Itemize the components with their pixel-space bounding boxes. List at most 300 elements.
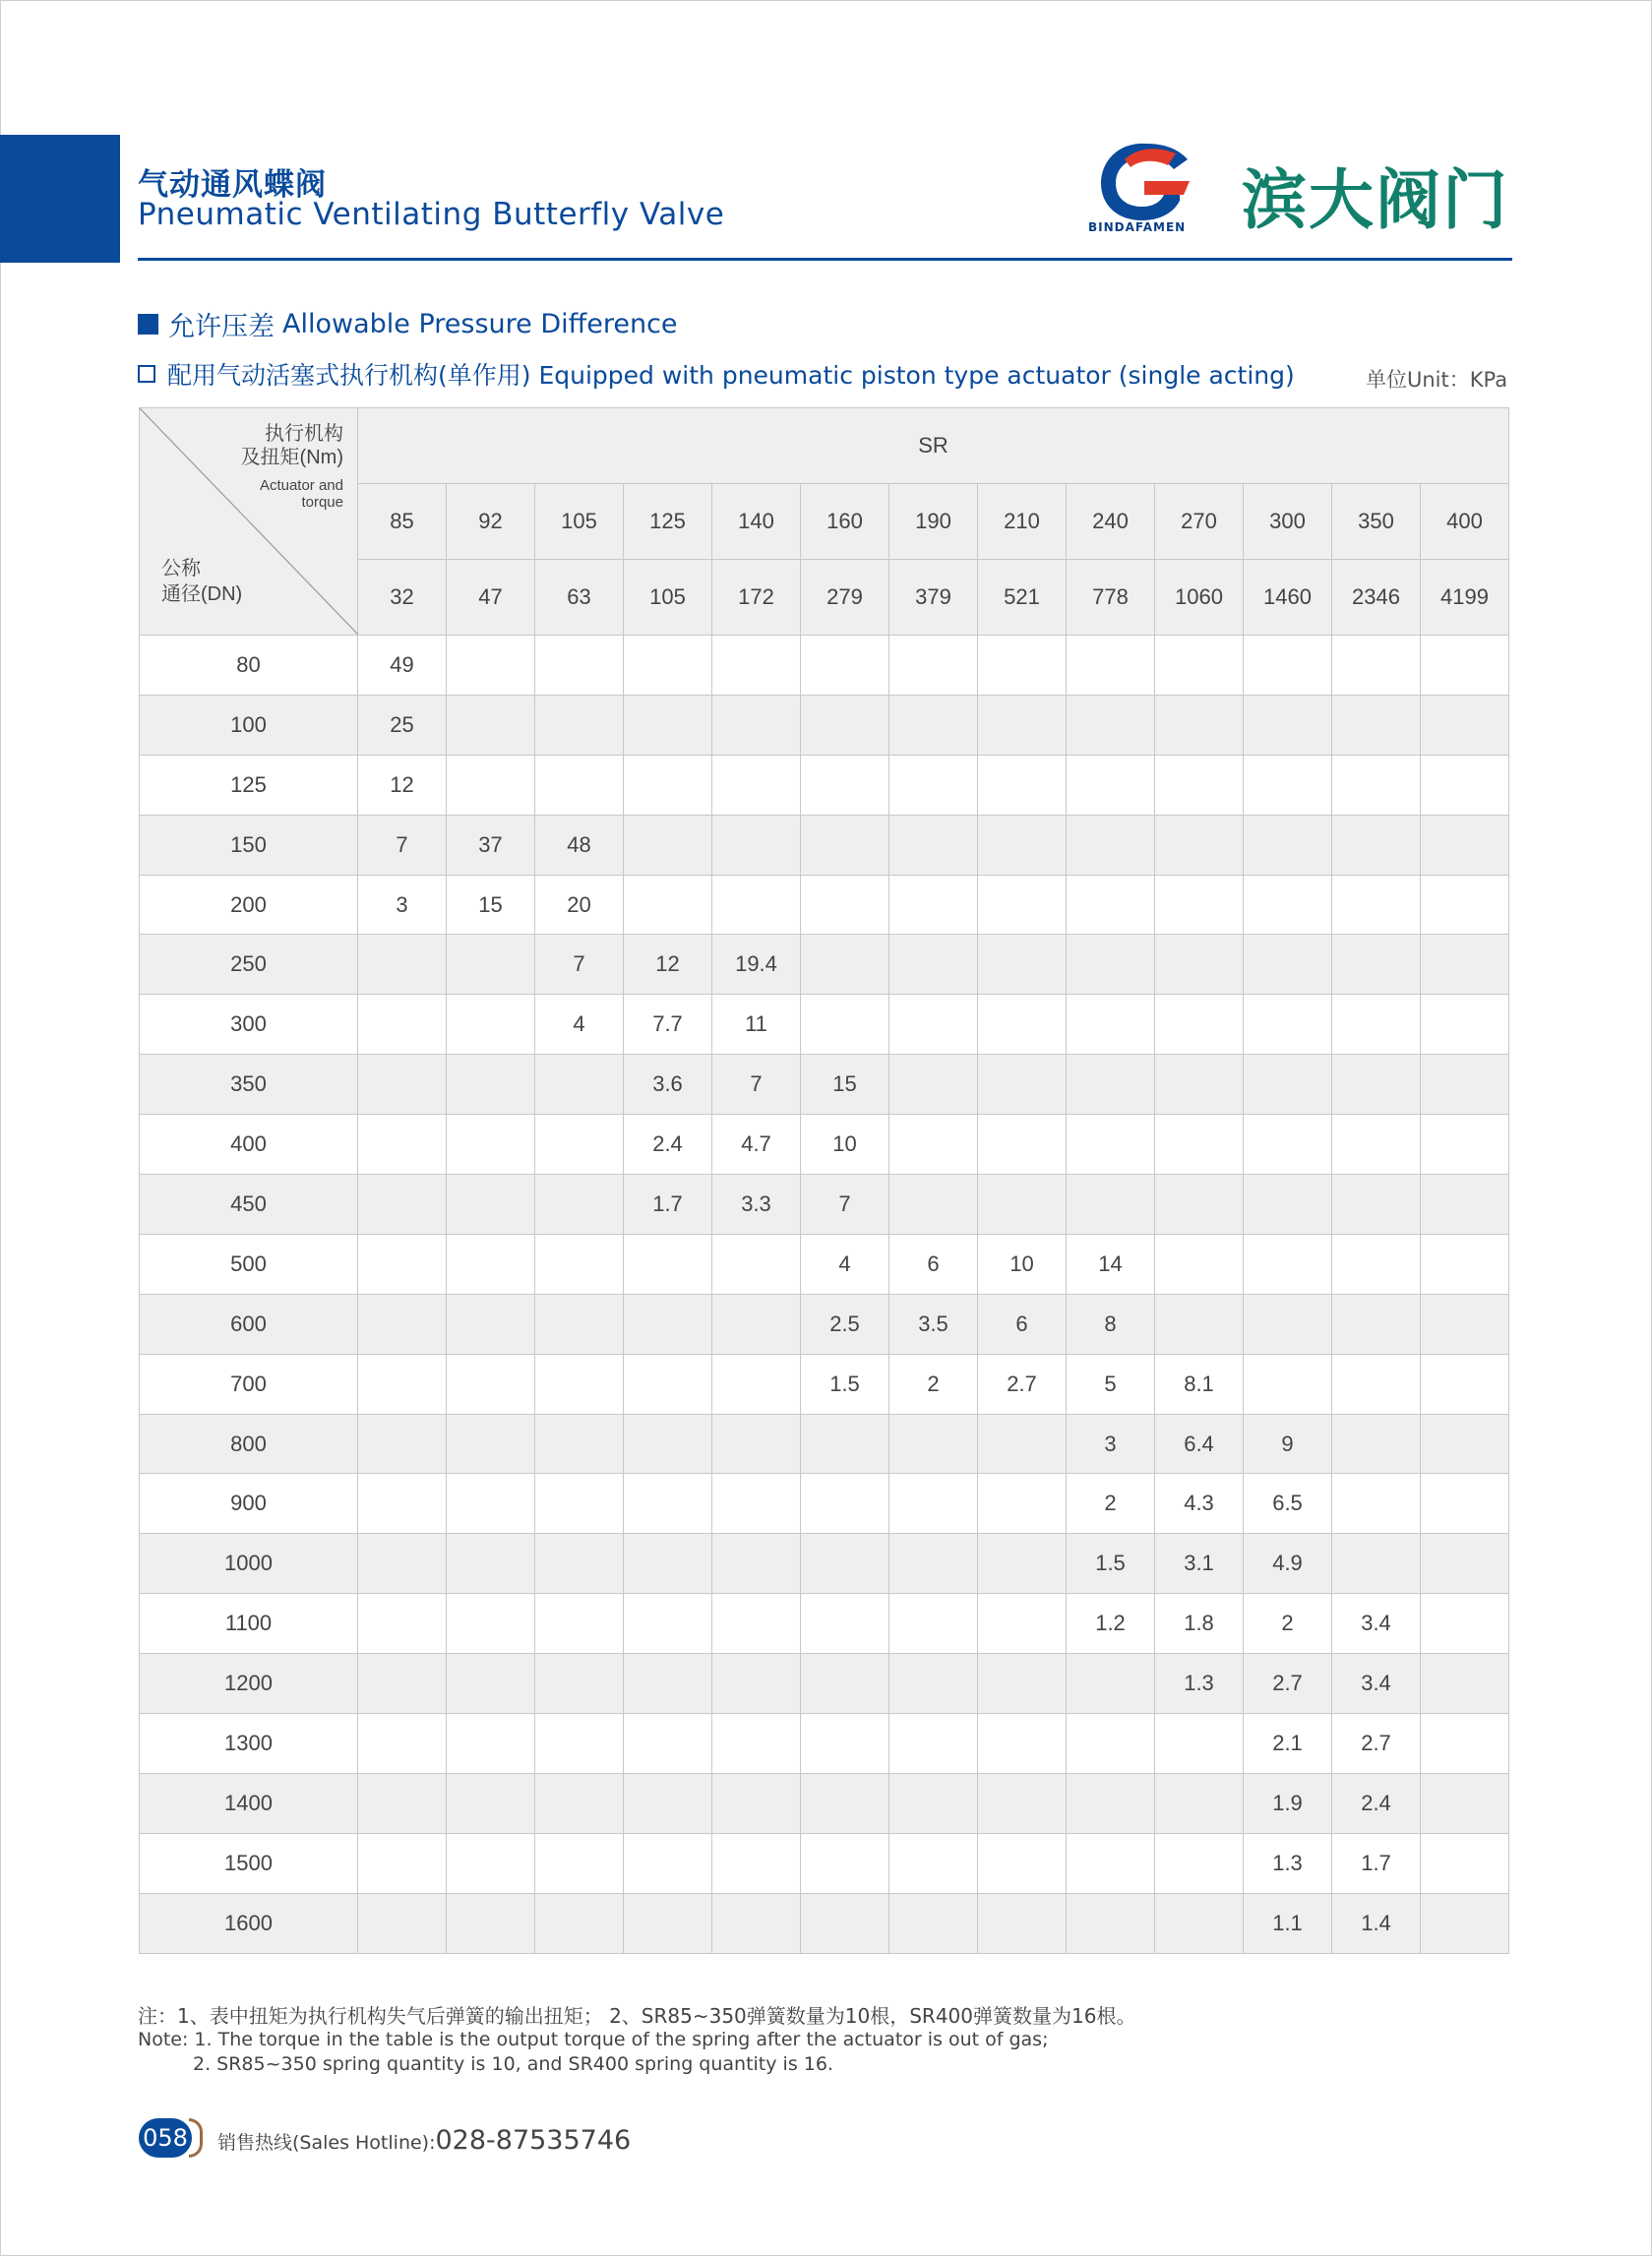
dn-cell: 500 (140, 1234, 358, 1294)
pressure-value-cell (447, 995, 535, 1055)
unit-label: 单位Unit：KPa (1366, 368, 1508, 392)
table-row (140, 1055, 1509, 1115)
pressure-value-cell (801, 1414, 889, 1474)
pressure-value-cell (447, 1714, 535, 1774)
table-row (140, 1294, 1509, 1354)
table-row (140, 815, 1509, 875)
sales-hotline (217, 2125, 631, 2156)
corner-actuator-cn-1: 执行机构 (265, 423, 343, 445)
pressure-value-cell (801, 755, 889, 815)
pressure-value-cell (1421, 1594, 1509, 1654)
pressure-value-cell (1332, 1055, 1421, 1115)
torque-cell: 172 (712, 560, 801, 636)
pressure-value-cell (1421, 1893, 1509, 1953)
pressure-value-cell (1421, 815, 1509, 875)
pressure-value-cell (1421, 1354, 1509, 1414)
pressure-value-cell: 7.7 (624, 995, 712, 1055)
actuator-size-cell: 92 (447, 484, 535, 560)
pressure-value-cell (624, 1893, 712, 1953)
actuator-size-cell: 300 (1244, 484, 1332, 560)
pressure-value-cell (535, 1534, 624, 1594)
pressure-value-cell: 1.7 (624, 1175, 712, 1235)
pressure-value-cell (447, 1474, 535, 1534)
pressure-value-cell (358, 1294, 447, 1354)
dn-cell: 800 (140, 1414, 358, 1474)
pressure-value-cell (358, 1654, 447, 1714)
sr-group-header: SR (358, 408, 1509, 484)
pressure-value-cell (1155, 1294, 1244, 1354)
pressure-value-cell (624, 1294, 712, 1354)
table-row (140, 1893, 1509, 1953)
pressure-value-cell (1155, 695, 1244, 755)
pressure-value-cell (1155, 1893, 1244, 1953)
pressure-value-cell (801, 1893, 889, 1953)
section-title-cn: 允许压差 (168, 312, 275, 342)
pressure-value-cell: 11 (712, 995, 801, 1055)
pressure-value-cell (358, 995, 447, 1055)
corner-dn-cn-1: 公称 (161, 558, 201, 579)
pressure-value-cell (1155, 875, 1244, 935)
pressure-value-cell (1332, 1474, 1421, 1534)
pressure-value-cell (1067, 1055, 1155, 1115)
pressure-value-cell (1067, 636, 1155, 696)
pressure-value-cell (1421, 1714, 1509, 1774)
pressure-value-cell (535, 1294, 624, 1354)
pressure-value-cell (447, 1773, 535, 1833)
pressure-value-cell (889, 1055, 978, 1115)
pressure-value-cell: 9 (1244, 1414, 1332, 1474)
header-row-group (140, 408, 1509, 484)
pressure-value-cell (1421, 636, 1509, 696)
torque-cell: 1060 (1155, 560, 1244, 636)
pressure-value-cell: 3 (1067, 1414, 1155, 1474)
table-row (140, 1354, 1509, 1414)
empty-square-icon (138, 365, 155, 383)
pressure-value-cell (1067, 695, 1155, 755)
pressure-value-cell: 1.3 (1155, 1654, 1244, 1714)
pressure-value-cell (1067, 995, 1155, 1055)
pressure-value-cell (1421, 1833, 1509, 1893)
pressure-value-cell (624, 1594, 712, 1654)
pressure-value-cell: 25 (358, 695, 447, 755)
pressure-value-cell (889, 1534, 978, 1594)
pressure-value-cell (889, 695, 978, 755)
pressure-value-cell (1332, 1294, 1421, 1354)
pressure-value-cell (447, 695, 535, 755)
pressure-value-cell: 48 (535, 815, 624, 875)
pressure-value-cell: 6.4 (1155, 1414, 1244, 1474)
pressure-value-cell (1244, 755, 1332, 815)
pressure-value-cell (712, 1893, 801, 1953)
pressure-value-cell (358, 1534, 447, 1594)
brand-name-cn: 滨大阀门 (1242, 162, 1509, 238)
pressure-value-cell (978, 1414, 1067, 1474)
table-corner-cell (140, 408, 358, 636)
pressure-value-cell (1155, 1115, 1244, 1175)
pressure-value-cell: 14 (1067, 1234, 1155, 1294)
pressure-value-cell (712, 1714, 801, 1774)
pressure-value-cell (1067, 935, 1155, 995)
torque-cell: 2346 (1332, 560, 1421, 636)
table-row (140, 1773, 1509, 1833)
pressure-value-cell (1067, 1833, 1155, 1893)
corner-actuator-en (260, 477, 343, 511)
pressure-value-cell (447, 1055, 535, 1115)
pressure-value-cell (1244, 1354, 1332, 1414)
pressure-value-cell: 8 (1067, 1294, 1155, 1354)
pressure-value-cell (447, 1175, 535, 1235)
pressure-value-cell (447, 1115, 535, 1175)
pressure-value-cell (978, 815, 1067, 875)
pressure-value-cell (1244, 695, 1332, 755)
pressure-value-cell (712, 1594, 801, 1654)
table-row (140, 1474, 1509, 1534)
pressure-value-cell: 2 (1244, 1594, 1332, 1654)
pressure-value-cell (801, 1474, 889, 1534)
pressure-value-cell (1155, 1175, 1244, 1235)
page-title-cn: 气动通风蝶阀 (138, 167, 327, 203)
pressure-value-cell (1332, 1115, 1421, 1175)
table-row (140, 995, 1509, 1055)
pressure-value-cell (978, 1773, 1067, 1833)
hotline-label: 销售热线(Sales Hotline): (217, 2132, 436, 2154)
pressure-value-cell (447, 1833, 535, 1893)
pressure-value-cell (889, 815, 978, 875)
dn-cell: 100 (140, 695, 358, 755)
pressure-value-cell: 3.5 (889, 1294, 978, 1354)
pressure-value-cell (358, 1714, 447, 1774)
pressure-value-cell: 15 (801, 1055, 889, 1115)
pressure-value-cell (889, 1833, 978, 1893)
section-title-en: Allowable Pressure Difference (282, 309, 678, 339)
pressure-value-cell (1421, 1414, 1509, 1474)
pressure-value-cell: 2.5 (801, 1294, 889, 1354)
pressure-value-cell: 1.8 (1155, 1594, 1244, 1654)
page-title-en: Pneumatic Ventilating Butterfly Valve (138, 197, 725, 232)
pressure-value-cell: 4.3 (1155, 1474, 1244, 1534)
pressure-value-cell: 3 (358, 875, 447, 935)
pressure-value-cell (978, 1714, 1067, 1774)
pressure-value-cell: 2.4 (1332, 1773, 1421, 1833)
pressure-value-cell: 6 (889, 1234, 978, 1294)
pressure-value-cell (447, 935, 535, 995)
pressure-value-cell (535, 1654, 624, 1714)
pressure-value-cell (1421, 935, 1509, 995)
dn-cell: 600 (140, 1294, 358, 1354)
pressure-value-cell: 2.7 (1244, 1654, 1332, 1714)
pressure-value-cell: 49 (358, 636, 447, 696)
pressure-value-cell (978, 1474, 1067, 1534)
pressure-value-cell (889, 1474, 978, 1534)
dn-cell: 1000 (140, 1534, 358, 1594)
pressure-value-cell (1421, 1474, 1509, 1534)
pressure-value-cell: 3.4 (1332, 1654, 1421, 1714)
dn-cell: 200 (140, 875, 358, 935)
corner-dn-cn-2: 通径(DN) (161, 583, 243, 605)
pressure-value-cell (1332, 1414, 1421, 1474)
pressure-value-cell (624, 1354, 712, 1414)
pressure-value-cell (358, 1773, 447, 1833)
torque-cell: 778 (1067, 560, 1155, 636)
pressure-value-cell: 4.9 (1244, 1534, 1332, 1594)
pressure-value-cell (1155, 636, 1244, 696)
pressure-value-cell (535, 1714, 624, 1774)
pressure-value-cell (358, 1055, 447, 1115)
pressure-value-cell (1067, 1175, 1155, 1235)
pressure-value-cell (889, 935, 978, 995)
pressure-value-cell (889, 1594, 978, 1654)
pressure-value-cell (1421, 695, 1509, 755)
pressure-value-cell (1332, 755, 1421, 815)
pressure-value-cell (712, 1234, 801, 1294)
pressure-value-cell: 1.9 (1244, 1773, 1332, 1833)
pressure-value-cell (624, 1234, 712, 1294)
pressure-value-cell (1244, 815, 1332, 875)
pressure-value-cell (624, 815, 712, 875)
table-row (140, 1534, 1509, 1594)
pressure-value-cell (712, 1414, 801, 1474)
pressure-value-cell (358, 1474, 447, 1534)
dn-cell: 700 (140, 1354, 358, 1414)
pressure-value-cell: 5 (1067, 1354, 1155, 1414)
pressure-value-cell (1244, 935, 1332, 995)
corner-actuator-en-2: torque (301, 494, 343, 511)
header-accent-block (0, 135, 120, 263)
pressure-value-cell: 7 (801, 1175, 889, 1235)
pressure-value-cell: 1.2 (1067, 1594, 1155, 1654)
pressure-value-cell (712, 875, 801, 935)
actuator-size-cell: 350 (1332, 484, 1421, 560)
page-number: 058 (139, 2118, 192, 2158)
pressure-value-cell (447, 1534, 535, 1594)
torque-cell: 4199 (1421, 560, 1509, 636)
pressure-value-cell (801, 875, 889, 935)
pressure-value-cell (1155, 755, 1244, 815)
table-row (140, 1414, 1509, 1474)
pressure-value-cell (978, 1055, 1067, 1115)
pressure-value-cell (978, 935, 1067, 995)
pressure-value-cell (535, 1234, 624, 1294)
table-row (140, 875, 1509, 935)
pressure-value-cell (624, 636, 712, 696)
pressure-value-cell (1332, 995, 1421, 1055)
pressure-value-cell: 4 (801, 1234, 889, 1294)
pressure-value-cell (624, 1474, 712, 1534)
pressure-value-cell (801, 1714, 889, 1774)
dn-cell: 1100 (140, 1594, 358, 1654)
pressure-value-cell (535, 1594, 624, 1654)
pressure-value-cell (1244, 636, 1332, 696)
pressure-value-cell (535, 1414, 624, 1474)
pressure-value-cell: 4 (535, 995, 624, 1055)
pressure-value-cell: 1.1 (1244, 1893, 1332, 1953)
pressure-value-cell (978, 875, 1067, 935)
pressure-value-cell (624, 1714, 712, 1774)
dn-cell: 400 (140, 1115, 358, 1175)
pressure-value-cell (889, 995, 978, 1055)
pressure-value-cell (1155, 1773, 1244, 1833)
brand-name-en: BINDAFAMEN (1088, 220, 1187, 234)
pressure-value-cell (624, 1773, 712, 1833)
pressure-value-cell: 4.7 (712, 1115, 801, 1175)
pressure-value-cell (801, 636, 889, 696)
pressure-value-cell (978, 1654, 1067, 1714)
pressure-value-cell (358, 1414, 447, 1474)
actuator-size-cell: 105 (535, 484, 624, 560)
pressure-value-cell: 1.3 (1244, 1833, 1332, 1893)
pressure-value-cell: 1.5 (801, 1354, 889, 1414)
pressure-value-cell (1332, 1354, 1421, 1414)
dn-cell: 350 (140, 1055, 358, 1115)
pressure-value-cell (358, 1893, 447, 1953)
pressure-value-cell (889, 1414, 978, 1474)
table-row (140, 1714, 1509, 1774)
pressure-value-cell (1332, 636, 1421, 696)
note-en-line-1: Note: 1. The torque in the table is the output torque of the spring after the actuator is out of gas; (138, 2029, 1049, 2050)
pressure-value-cell (712, 1474, 801, 1534)
pressure-value-cell (535, 1175, 624, 1235)
pressure-value-cell (1155, 1714, 1244, 1774)
pressure-value-cell (1332, 695, 1421, 755)
hotline-number: 028-87535746 (435, 2125, 632, 2156)
pressure-value-cell (1332, 935, 1421, 995)
pressure-value-cell (358, 935, 447, 995)
table-row (140, 1654, 1509, 1714)
pressure-value-cell (1067, 1654, 1155, 1714)
pressure-value-cell (889, 636, 978, 696)
pressure-value-cell (1067, 1773, 1155, 1833)
pressure-value-cell (535, 755, 624, 815)
pressure-value-cell (1421, 755, 1509, 815)
pressure-value-cell (889, 1893, 978, 1953)
pressure-value-cell (978, 1893, 1067, 1953)
pressure-value-cell (1155, 1234, 1244, 1294)
actuator-size-cell: 190 (889, 484, 978, 560)
pressure-value-cell (1332, 1534, 1421, 1594)
corner-dn-label (161, 556, 242, 607)
pressure-value-cell (535, 695, 624, 755)
pressure-value-cell (801, 1833, 889, 1893)
pressure-value-cell (712, 1354, 801, 1414)
pressure-value-cell (1332, 1175, 1421, 1235)
pressure-value-cell (1421, 1234, 1509, 1294)
pressure-value-cell (624, 695, 712, 755)
dn-cell: 900 (140, 1474, 358, 1534)
pressure-value-cell (535, 1115, 624, 1175)
pressure-value-cell (447, 755, 535, 815)
pressure-value-cell (535, 1055, 624, 1115)
pressure-value-cell (978, 695, 1067, 755)
actuator-size-cell: 140 (712, 484, 801, 560)
dn-cell: 125 (140, 755, 358, 815)
corner-actuator-cn-2: 及扭矩(Nm) (240, 447, 343, 468)
pressure-value-cell (447, 1294, 535, 1354)
pressure-value-cell (1332, 815, 1421, 875)
table-row (140, 755, 1509, 815)
pressure-value-cell (1244, 1055, 1332, 1115)
dn-cell: 450 (140, 1175, 358, 1235)
pressure-value-cell (801, 995, 889, 1055)
pressure-value-cell: 2.7 (978, 1354, 1067, 1414)
pressure-value-cell: 15 (447, 875, 535, 935)
pressure-value-cell (358, 1234, 447, 1294)
pressure-value-cell (978, 755, 1067, 815)
pressure-value-cell: 2 (889, 1354, 978, 1414)
table-row (140, 1833, 1509, 1893)
table-row (140, 1115, 1509, 1175)
pressure-value-cell (1244, 1234, 1332, 1294)
pressure-value-cell (1067, 755, 1155, 815)
pressure-value-cell (358, 1354, 447, 1414)
pressure-value-cell: 3.6 (624, 1055, 712, 1115)
pressure-value-cell (535, 1474, 624, 1534)
corner-actuator-cn (241, 422, 343, 469)
pressure-value-cell (1421, 1115, 1509, 1175)
table-row (140, 695, 1509, 755)
pressure-value-cell: 8.1 (1155, 1354, 1244, 1414)
pressure-value-cell (1244, 1294, 1332, 1354)
dn-cell: 80 (140, 636, 358, 696)
pressure-value-cell (889, 1714, 978, 1774)
pressure-value-cell (447, 1594, 535, 1654)
pressure-value-cell: 7 (535, 935, 624, 995)
pressure-value-cell (624, 1414, 712, 1474)
pressure-value-cell (624, 1654, 712, 1714)
torque-cell: 279 (801, 560, 889, 636)
torque-cell: 379 (889, 560, 978, 636)
pressure-value-cell (1067, 1115, 1155, 1175)
pressure-value-cell: 6 (978, 1294, 1067, 1354)
actuator-size-cell: 400 (1421, 484, 1509, 560)
pressure-value-cell (1155, 935, 1244, 995)
table-row (140, 1594, 1509, 1654)
pressure-value-cell (624, 755, 712, 815)
actuator-size-cell: 125 (624, 484, 712, 560)
pressure-value-cell (712, 695, 801, 755)
section-title (138, 305, 678, 343)
pressure-value-cell: 2.7 (1332, 1714, 1421, 1774)
header-divider (138, 258, 1512, 261)
pressure-value-cell: 2.4 (624, 1115, 712, 1175)
note-cn: 注：1、表中扭矩为执行机构失气后弹簧的输出扭矩； 2、SR85~350弹簧数量为10根，SR400弹簧数量为16根。 (138, 2004, 1136, 2028)
pressure-value-cell (624, 875, 712, 935)
pressure-value-cell (889, 755, 978, 815)
pressure-value-cell: 37 (447, 815, 535, 875)
pressure-value-cell: 12 (358, 755, 447, 815)
pressure-value-cell (447, 1234, 535, 1294)
actuator-size-cell: 85 (358, 484, 447, 560)
pressure-value-cell (801, 1534, 889, 1594)
pressure-value-cell: 6.5 (1244, 1474, 1332, 1534)
pressure-value-cell: 12 (624, 935, 712, 995)
pressure-value-cell (1244, 1175, 1332, 1235)
pressure-value-cell: 7 (712, 1055, 801, 1115)
pressure-value-cell (889, 1654, 978, 1714)
pressure-value-cell (1155, 1833, 1244, 1893)
pressure-value-cell (1421, 1534, 1509, 1594)
pressure-value-cell (1332, 875, 1421, 935)
pressure-value-cell (801, 695, 889, 755)
corner-actuator-en-1: Actuator and (259, 477, 343, 494)
pressure-value-cell (1067, 875, 1155, 935)
pressure-value-cell (1421, 1773, 1509, 1833)
pressure-value-cell (1421, 995, 1509, 1055)
pressure-value-cell (1421, 1294, 1509, 1354)
pressure-value-cell (712, 755, 801, 815)
table-row (140, 935, 1509, 995)
pressure-value-cell (1244, 995, 1332, 1055)
torque-cell: 1460 (1244, 560, 1332, 636)
